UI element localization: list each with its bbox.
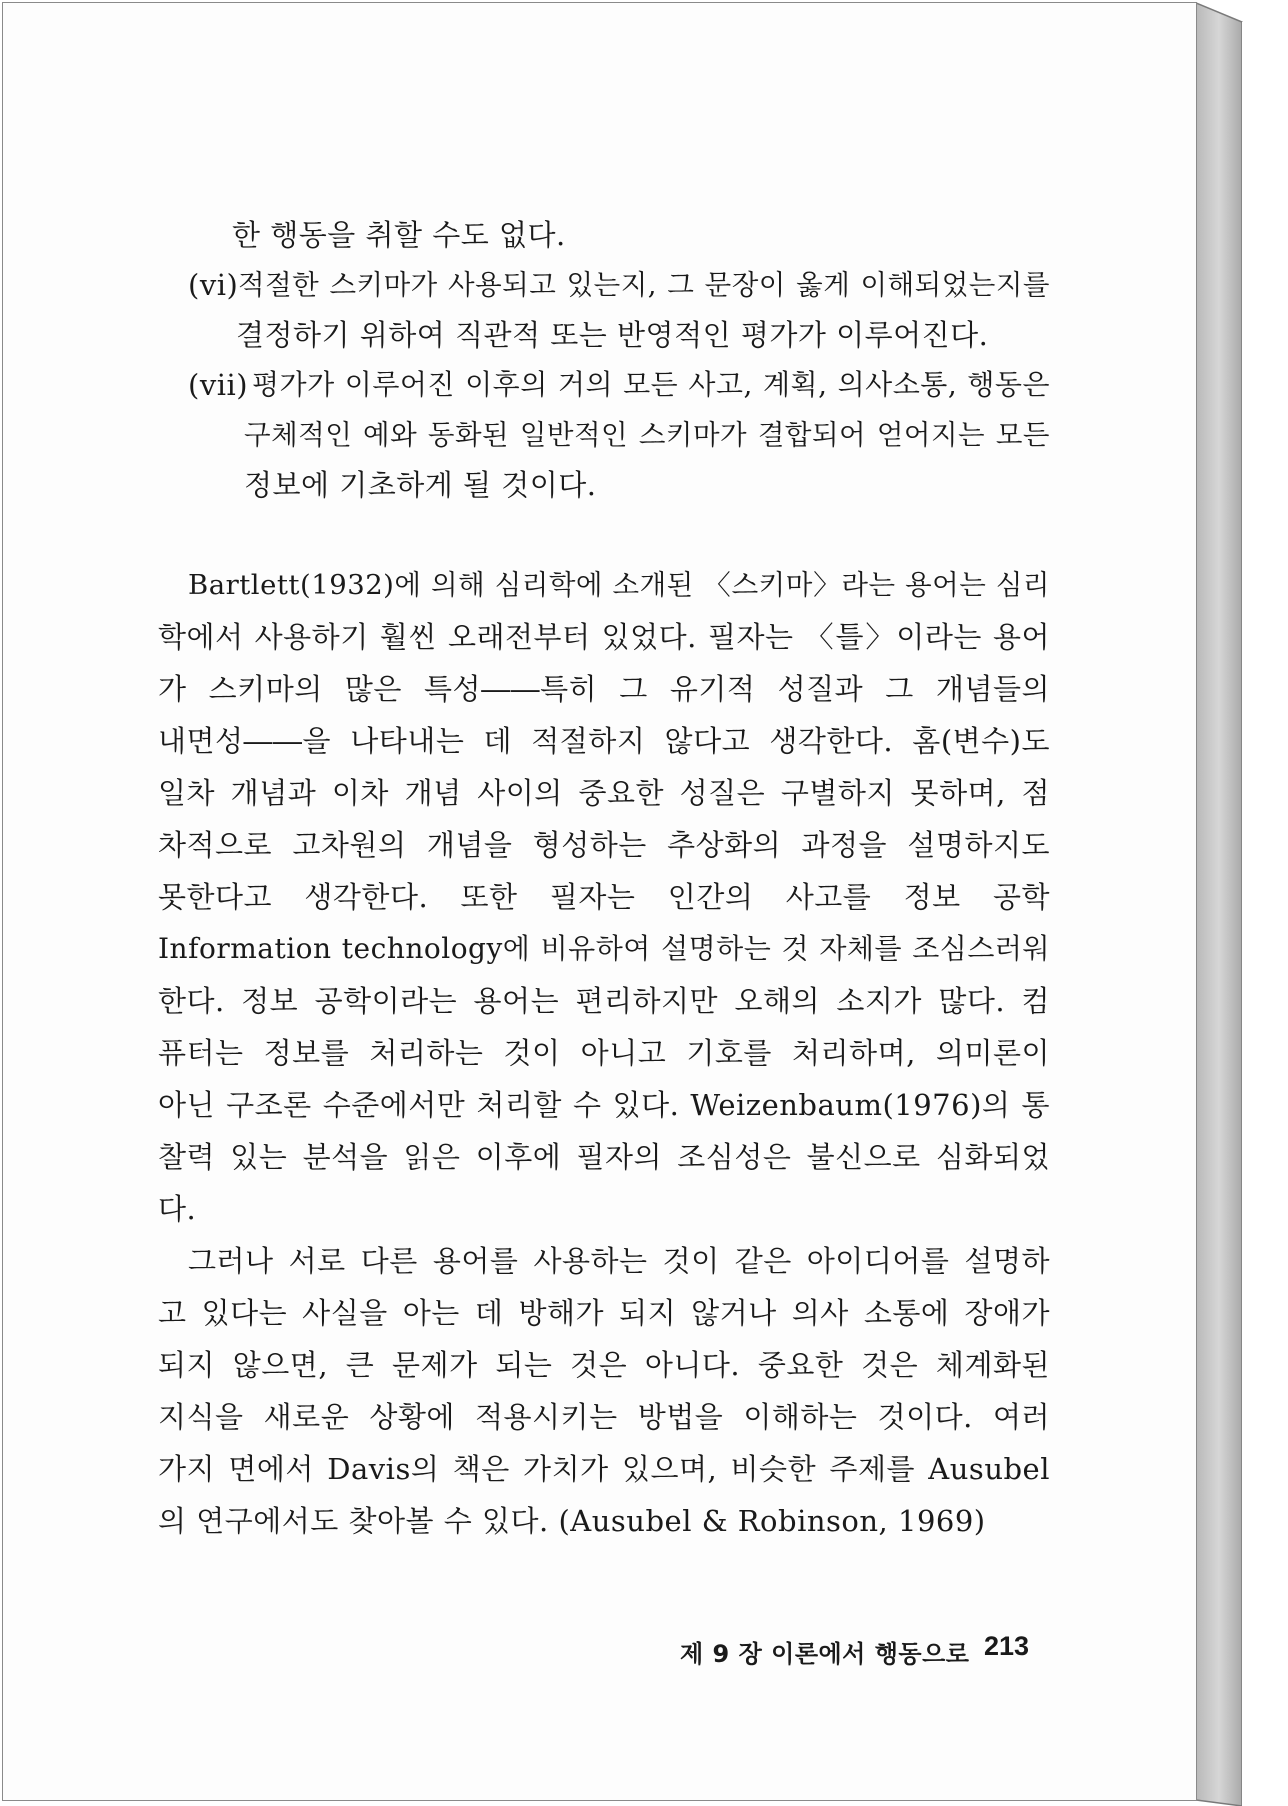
paragraph-line: 지식을 새로운 상황에 적용시키는 방법을 이해하는 것이다. 여러 [158,1400,1050,1434]
paragraph-line: 퓨터는 정보를 처리하는 것이 아니고 기호를 처리하며, 의미론이 [158,1036,1050,1070]
paragraph-line: 학에서 사용하기 훨씬 오래전부터 있었다. 필자는 〈틀〉이라는 용어 [158,620,1050,654]
paragraph-line: 다. [158,1192,197,1226]
list-item-vii-marker: (vii) [188,368,249,402]
list-continuation-line: 한 행동을 취할 수도 없다. [232,218,566,252]
list-item-vii-line: 구체적인 예와 동화된 일반적인 스키마가 결합되어 얻어지는 모든 [244,419,1050,451]
paragraph-line: 일차 개념과 이차 개념 사이의 중요한 성질은 구별하지 못하며, 점 [158,776,1050,810]
paragraph-line: 아닌 구조론 수준에서만 처리할 수 있다. Weizenbaum(1976)의 통 [158,1088,1050,1122]
paragraph-line: 고 있다는 사실을 아는 데 방해가 되지 않거나 의사 소통에 장애가 [158,1296,1050,1330]
paragraph-line: Bartlett(1932)에 의해 심리학에 소개된 〈스키마〉라는 용어는 심리 [188,569,1050,601]
running-head: 제 9 장 이론에서 행동으로 [680,1640,970,1668]
page-number: 213 [984,1631,1030,1661]
paragraph-line: Information technology에 비유하여 설명하는 것 자체를 조심스러워 [158,932,1050,965]
paragraph-line: 의 연구에서도 찾아볼 수 있다. (Ausubel & Robinson, 1969) [158,1504,986,1538]
paragraph-line: 내면성――을 나타내는 데 적절하지 않다고 생각한다. 홈(변수)도 [158,724,1050,758]
list-item-vi-marker: (vi) [188,268,239,302]
paragraph-line: 찰력 있는 분석을 읽은 이후에 필자의 조심성은 불신으로 심화되었 [158,1140,1050,1174]
list-item-vi-line: 결정하기 위하여 직관적 또는 반영적인 평가가 이루어진다. [236,318,989,352]
paragraph-line: 가지 면에서 Davis의 책은 가치가 있으며, 비슷한 주제를 Ausubel [158,1452,1050,1486]
list-item-vi-line: 적절한 스키마가 사용되고 있는지, 그 문장이 옳게 이해되었는지를 [238,269,1050,301]
paragraph-line: 가 스키마의 많은 특성――특히 그 유기적 성질과 그 개념들의 [158,672,1050,706]
page-stack-edge [1196,0,1288,1806]
paragraph-line: 되지 않으면, 큰 문제가 되는 것은 아니다. 중요한 것은 체계화된 [158,1348,1050,1382]
paragraph-line: 그러나 서로 다른 용어를 사용하는 것이 같은 아이디어를 설명하 [188,1244,1050,1278]
list-item-vii-line: 정보에 기초하게 될 것이다. [244,468,597,502]
paragraph-line: 한다. 정보 공학이라는 용어는 편리하지만 오해의 소지가 많다. 컴 [158,984,1050,1018]
paragraph-line: 차적으로 고차원의 개념을 형성하는 추상화의 과정을 설명하지도 [158,828,1050,862]
paragraph-line: 못한다고 생각한다. 또한 필자는 인간의 사고를 정보 공학 [158,880,1050,914]
list-item-vii-line: 평가가 이루어진 이후의 거의 모든 사고, 계획, 의사소통, 행동은 [252,368,1050,401]
